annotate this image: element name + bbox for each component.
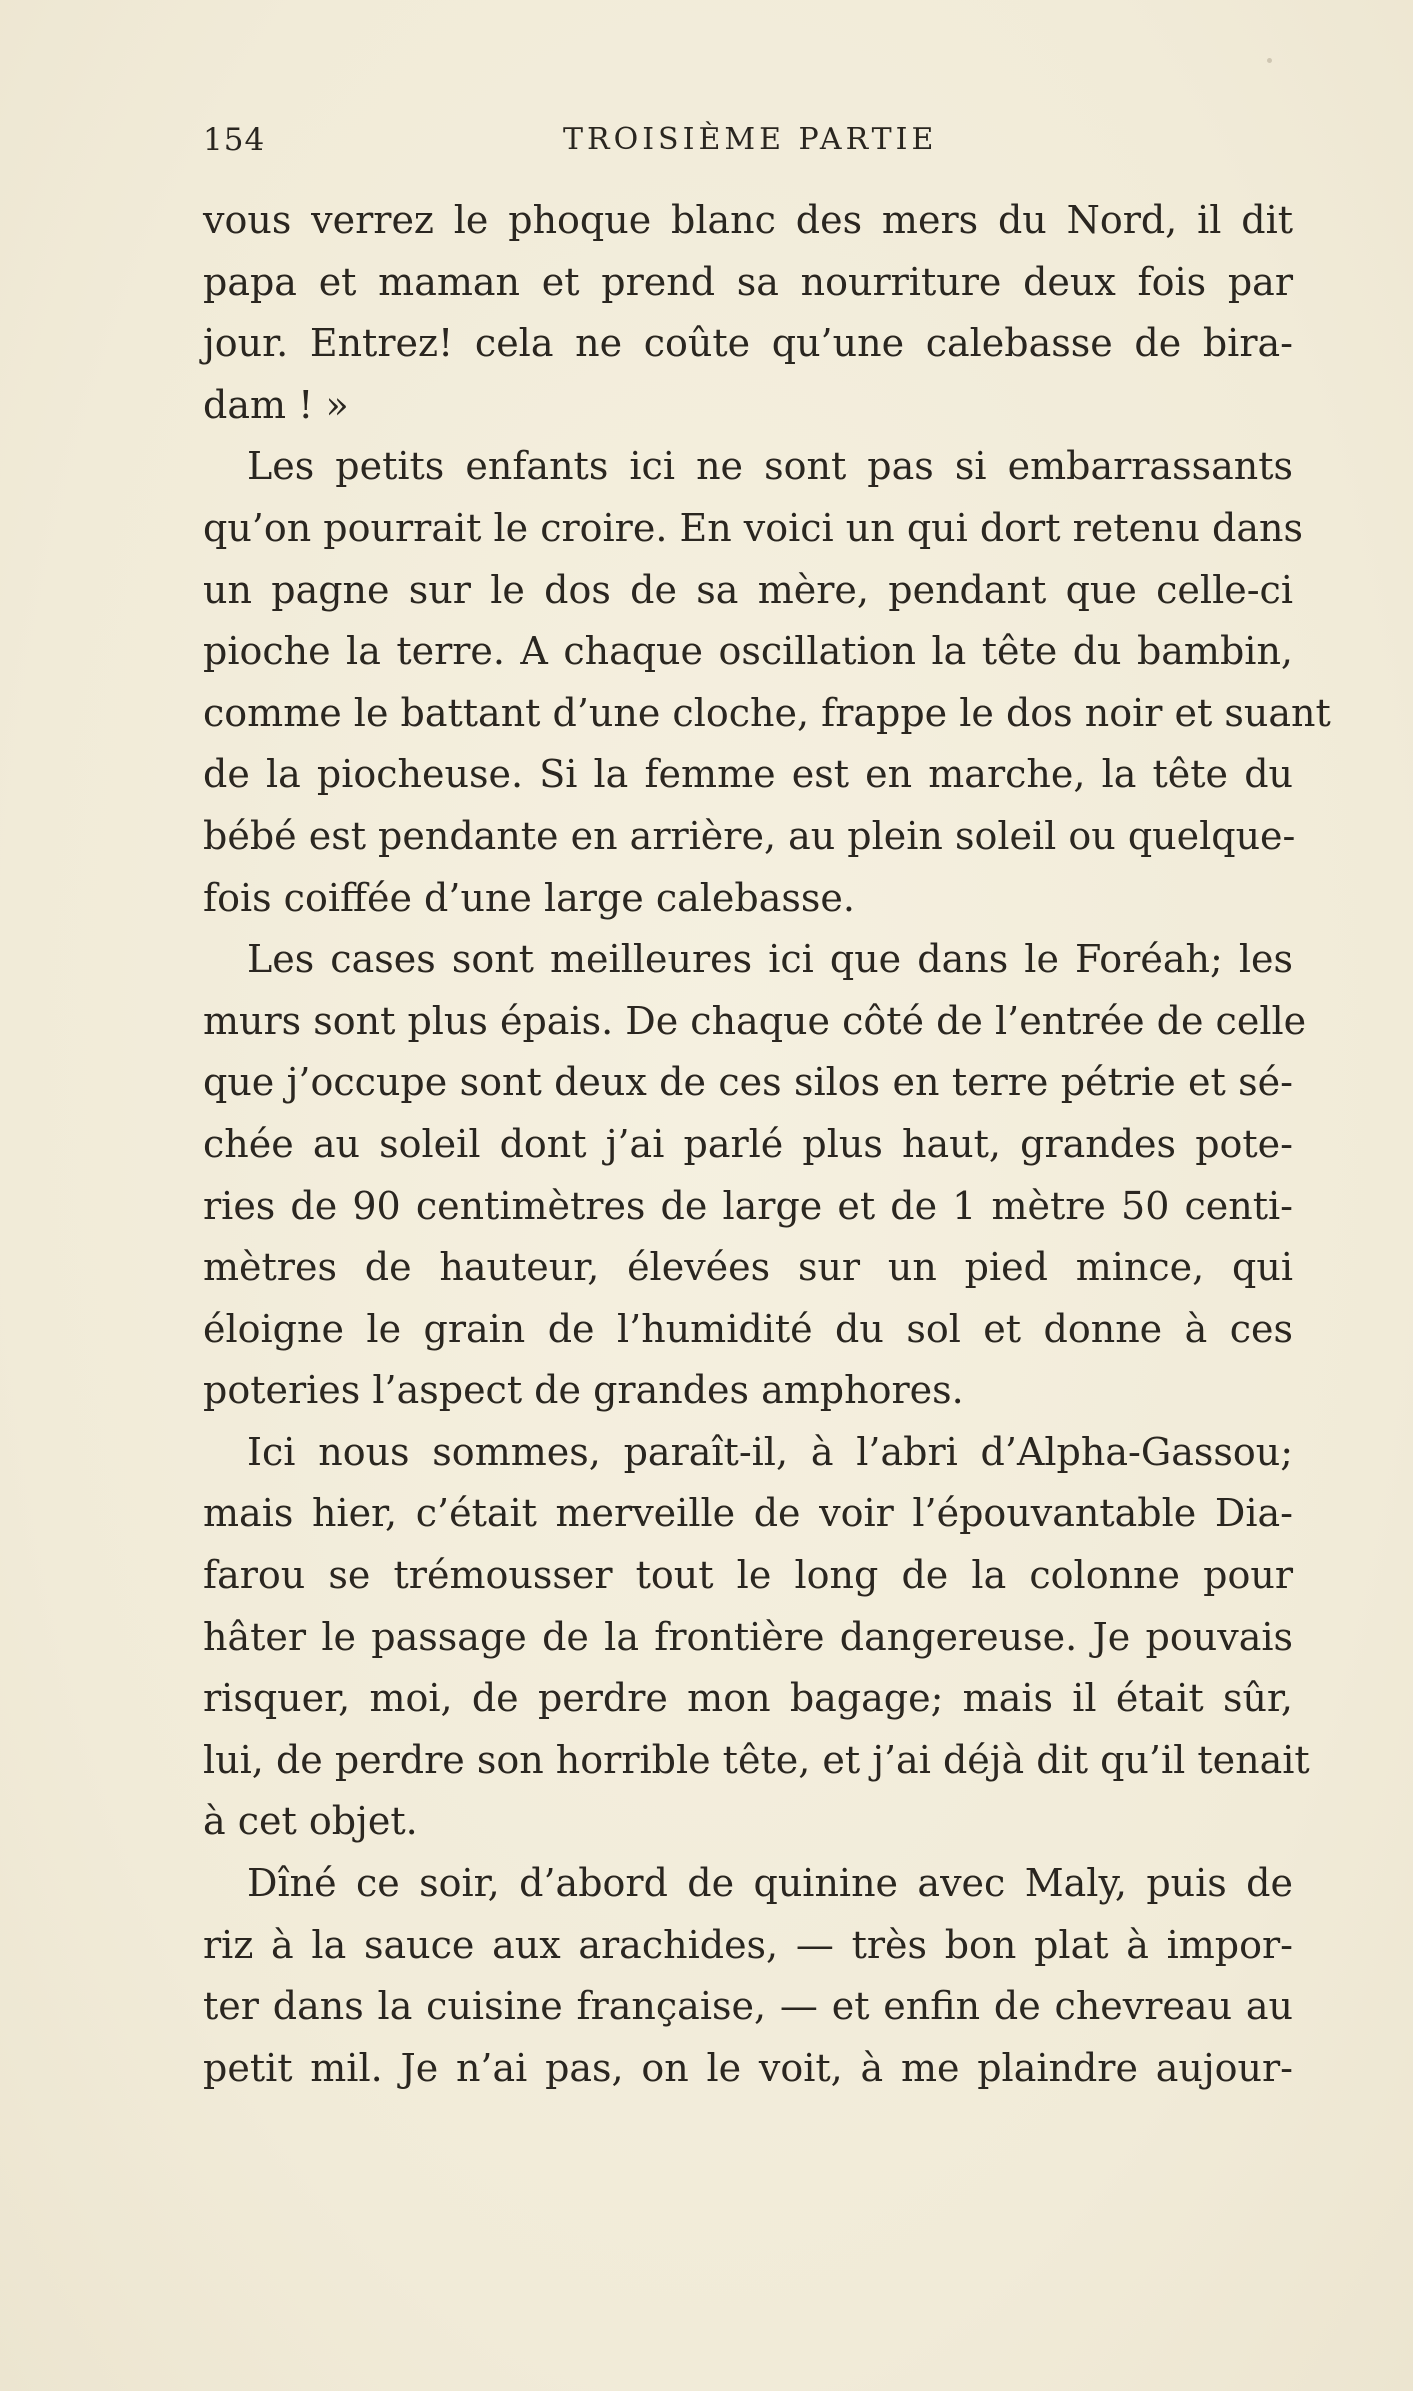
text-line: mètres de hauteur, élevées sur un pied mince, qui — [203, 1245, 1293, 1290]
text-line: Les petits enfants ici ne sont pas si embarrassants — [247, 444, 1293, 489]
text-line: comme le battant d’une cloche, frappe le dos noir et suant — [203, 690, 1331, 735]
text-line: éloigne le grain de l’humidité du sol et donne à ces — [203, 1306, 1293, 1351]
paper-speck — [1267, 58, 1272, 63]
text-line: ries de 90 centimètres de large et de 1 mètre 50 centi- — [203, 1183, 1293, 1228]
text-line: poteries l’aspect de grandes amphores. — [203, 1368, 964, 1413]
text-line: qu’on pourrait le croire. En voici un qui dort retenu dans — [203, 505, 1303, 550]
text-line: petit mil. Je n’ai pas, on le voit, à me plaindre aujour- — [203, 2045, 1293, 2090]
text-line: Ici nous sommes, paraît-il, à l’abri d’Alpha-Gassou; — [247, 1429, 1293, 1474]
text-line: jour. Entrez! cela ne coûte qu’une calebasse de bira- — [203, 321, 1293, 366]
text-line: mais hier, c’était merveille de voir l’épouvantable Dia- — [203, 1491, 1293, 1536]
text-line: risquer, moi, de perdre mon bagage; mais il était sûr, — [203, 1676, 1293, 1721]
text-line: fois coiffée d’une large calebasse. — [203, 875, 855, 920]
text-line: farou se trémousser tout le long de la colonne pour — [203, 1553, 1293, 1598]
page-number: 154 — [203, 122, 266, 158]
text-line: hâter le passage de la frontière dangereuse. Je pouvais — [203, 1614, 1293, 1659]
text-line: murs sont plus épais. De chaque côté de l’entrée de celle — [203, 998, 1307, 1043]
text-line: un pagne sur le dos de sa mère, pendant que celle-ci — [203, 567, 1293, 612]
text-line: dam ! » — [203, 382, 349, 427]
text-line: à cet objet. — [203, 1799, 418, 1844]
text-line: Les cases sont meilleures ici que dans le Foréah; les — [247, 937, 1293, 982]
text-line: bébé est pendante en arrière, au plein soleil ou quelque- — [203, 813, 1296, 858]
text-line: pioche la terre. A chaque oscillation la tête du bambin, — [203, 629, 1293, 674]
text-line: vous verrez le phoque blanc des mers du Nord, il dit — [203, 198, 1293, 242]
text-line: chée au soleil dont j’ai parlé plus haut, grandes pote- — [203, 1121, 1293, 1166]
text-line: ter dans la cuisine française, — et enfin de chevreau au — [203, 1984, 1293, 2029]
text-line: de la piocheuse. Si la femme est en marche, la tête du — [203, 752, 1293, 797]
text-line: riz à la sauce aux arachides, — très bon plat à impor- — [203, 1922, 1293, 1967]
body-text — [203, 190, 1331, 2099]
text-line: Dîné ce soir, d’abord de quinine avec Maly, puis de — [247, 1861, 1293, 1906]
text-line: papa et maman et prend sa nourriture deux fois par — [203, 259, 1293, 304]
running-title: TROISIÈME PARTIE — [563, 122, 938, 157]
text-line: que j’occupe sont deux de ces silos en terre pétrie et sé- — [203, 1060, 1293, 1105]
text-line: lui, de perdre son horrible tête, et j’ai déjà dit qu’il tenait — [203, 1737, 1310, 1782]
page-header — [203, 122, 1293, 172]
